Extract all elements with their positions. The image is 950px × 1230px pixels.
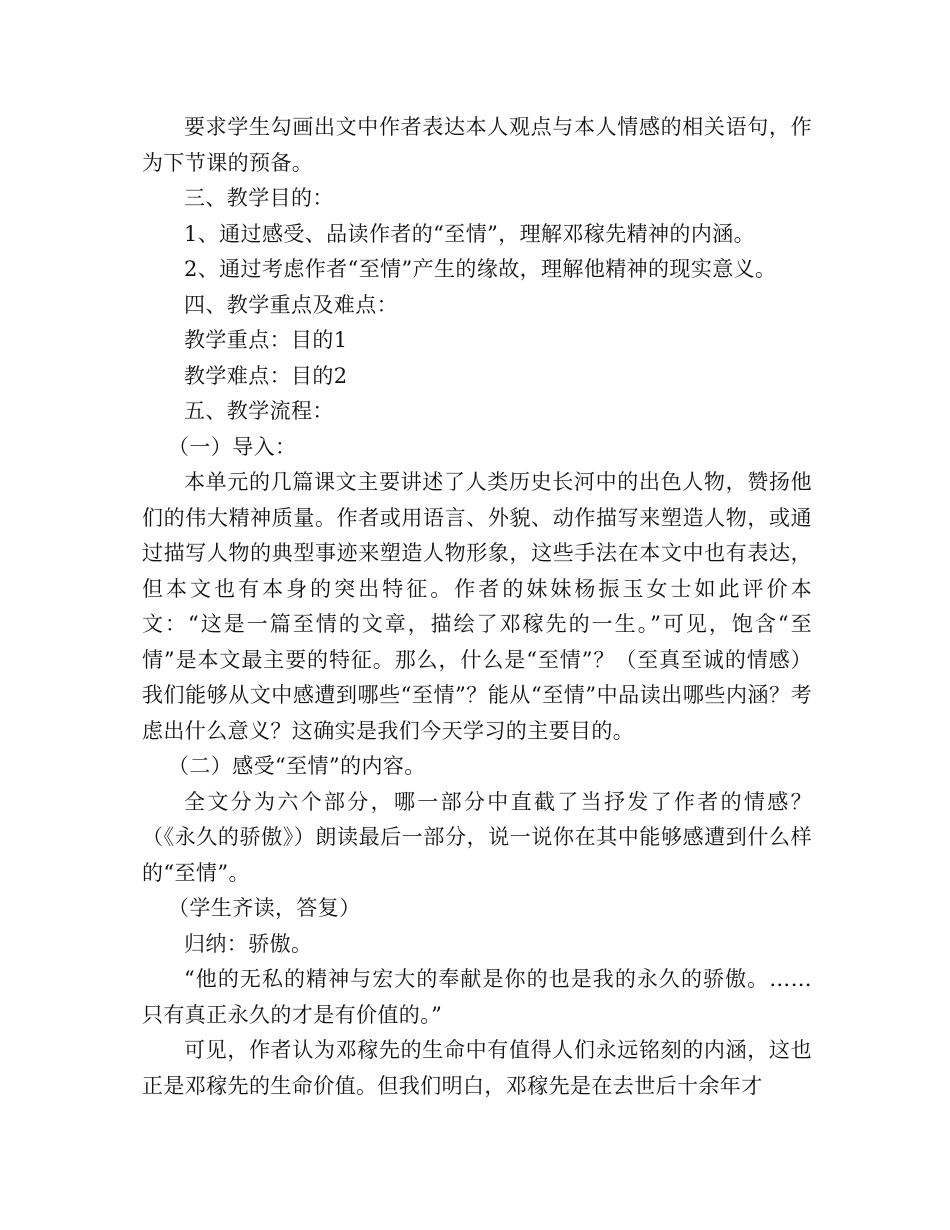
heading-key-points: 四、教学重点及难点： — [184, 292, 398, 317]
difficult-point: 教学难点：目的2 — [184, 363, 348, 388]
paragraph-prep-note: 要求学生勾画出文中作者表达本人观点与本人情感的相关语句，作为下节课的预备。 — [142, 115, 812, 175]
key-point: 教学重点：目的1 — [184, 328, 348, 352]
document-body — [142, 110, 812, 1104]
subheading-feel-emotion: （二）感受“至情”的内容。 — [168, 754, 426, 778]
subheading-introduction: （一）导入： — [168, 434, 297, 459]
heading-teaching-goals: 三、教学目的： — [184, 186, 334, 210]
paragraph-life-value: 可见，作者认为邓稼先的生命中有值得人们永远铭刻的内涵，这也正是邓稼先的生命价值。但我们明白，邓稼先是在去世后十余年才 — [142, 1038, 812, 1098]
goal-item-1: 1、通过感受、品读作者的“至情”，理解邓稼先精神的内涵。 — [184, 221, 756, 246]
goal-item-2: 2、通过考虑作者“至情”产生的缘故，理解他精神的现实意义。 — [184, 257, 777, 281]
paragraph-introduction: 本单元的几篇课文主要讲述了人类历史长河中的出色人物，赞扬他们的伟大精神质量。作者或用语言、外貌、动作描写来塑造人物，或通过描写人物的典型事迹来塑造人物形象，这些手法在本文中也有表达，但本文也有本身的突出特征。作者的妹妹杨振玉女士如此评价本文：“这是一篇至情的文章，描绘了邓稼先的一生。”可见，饱含“至情”是本文最主要的特征。那么，什么是“至情”？（至真至诚的情感）我们能够从文中感遭到哪些“至情”？能从“至情”中品读出哪些内涵？考虑出什么意义？这确实是我们今天学习的主要目的。 — [142, 470, 812, 743]
paragraph-students-read: （学生齐读，答复） — [168, 896, 361, 920]
heading-teaching-process: 五、教学流程： — [184, 399, 334, 423]
paragraph-summary: 归纳：骄傲。 — [184, 931, 313, 956]
paragraph-six-parts: 全文分为六个部分，哪一部分中直截了当抒发了作者的情感？（《永久的骄傲》）朗读最后一部分，说一说你在其中能够感遭到什么样的“至情”。 — [142, 789, 812, 885]
paragraph-quote: “他的无私的精神与宏大的奉献是你的也是我的永久的骄傲。……只有真正永久的才是有价值的。” — [142, 967, 812, 1027]
